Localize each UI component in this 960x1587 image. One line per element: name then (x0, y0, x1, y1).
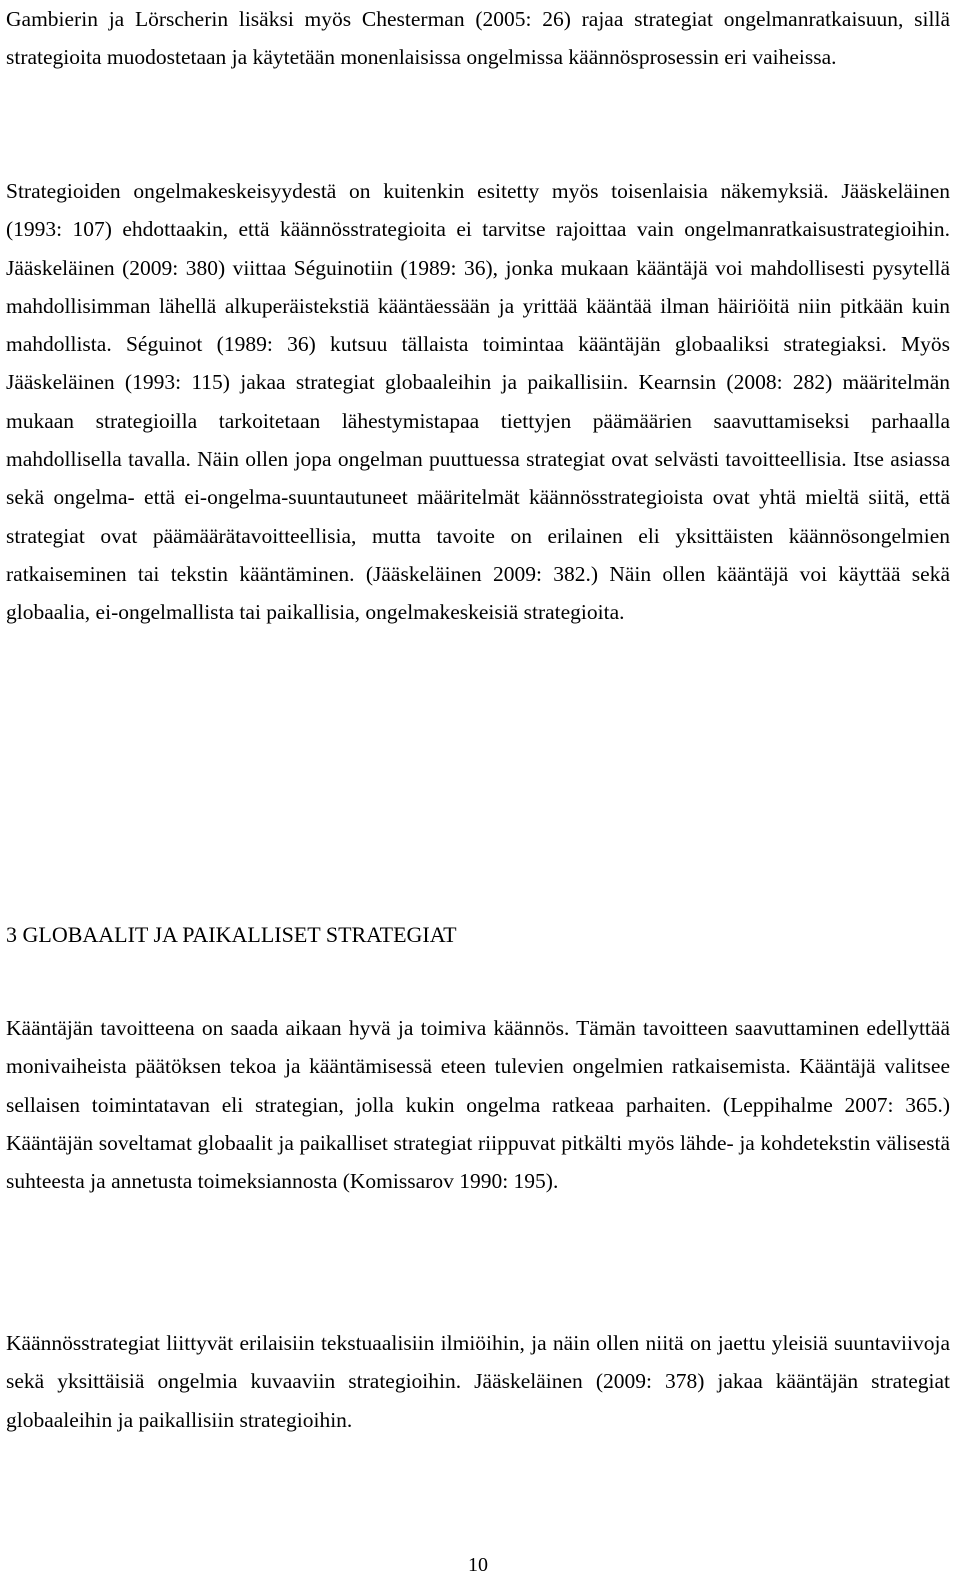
section-heading: 3 GLOBAALIT JA PAIKALLISET STRATEGIAT (6, 922, 457, 947)
paragraph-intro: Gambierin ja Lörscherin lisäksi myös Chesterman (2005: 26) rajaa strategiat ongelmanratkaisuun, sillä strategioita muodostetaan ja käytetään monenlaisissa ongelmissa käännösprosessin eri vaiheissa. (6, 7, 950, 70)
paragraph-strategy-views: Strategioiden ongelmakeskeisyydestä on kuitenkin esitetty myös toisenlaisia näkemyksiä. Jääskeläinen (1993: 107) ehdottaakin, että käännösstrategioita ei tarvitse rajoittaa vain ongelmanratkaisustrategioihin. Jääskeläinen (2009: 380) viittaa Séguinotiin (1989: 36), jonka mukaan kääntäjä voi mahdollisesti pysytellä mahdollisimman lähellä alkuperäistekstiä kääntäessään ja yrittää kääntää ilman häiriöitä niin pitkään kuin mahdollista. Séguinot (1989: 36) kutsuu tällaista toimintaa kääntäjän globaaliksi strategiaksi. Myös Jääskeläinen (1993: 115) jakaa strategiat globaaleihin ja paikallisiin. Kearnsin (2008: 282) määritelmän mukaan strategioilla tarkoitetaan lähestymistapaa tiettyjen päämäärien saavuttamiseksi parhaalla mahdollisella tavalla. Näin ollen jopa ongelman puuttuessa strategiat ovat selvästi tavoitteellisia. Itse asiassa sekä ongelma- että ei-ongelma-suuntautuneet määritelmät käännösstrategioista ovat yhtä mieltä siitä, että strategiat ovat päämäärätavoitteellisia, mutta tavoite on erilainen eli yksittäisten käännösongelmien ratkaiseminen tai tekstin kääntäminen. (Jääskeläinen 2009: 382.) Näin ollen kääntäjä voi käyttää sekä globaalia, ei-ongelmallista tai paikallisia, ongelmakeskeisiä strategioita. (6, 179, 950, 625)
paragraph-translator-goal: Kääntäjän tavoitteena on saada aikaan hyvä ja toimiva käännös. Tämän tavoitteen saavuttaminen edellyttää monivaiheista päätöksen tekoa ja kääntämisessä eteen tulevien ongelmien ratkaisemista. Kääntäjä valitsee sellaisen toimintatavan eli strategian, jolla kukin ongelma ratkeaa parhaiten. (Leppihalme 2007: 365.) Kääntäjän soveltamat globaalit ja paikalliset strategiat riippuvat pitkälti myös lähde- ja kohdetekstin välisestä suhteesta ja annetusta toimeksiannosta (Komissarov 1990: 195). (6, 1016, 950, 1194)
paragraph-strategy-types: Käännösstrategiat liittyvät erilaisiin tekstuaalisiin ilmiöihin, ja näin ollen niitä on jaettu yleisiä suuntaviivoja sekä yksittäisiä ongelmia kuvaaviin strategioihin. Jääskeläinen (2009: 378) jakaa kääntäjän strategiat globaaleihin ja paikallisiin strategioihin. (6, 1331, 950, 1432)
page-number: 10 (468, 1554, 488, 1576)
